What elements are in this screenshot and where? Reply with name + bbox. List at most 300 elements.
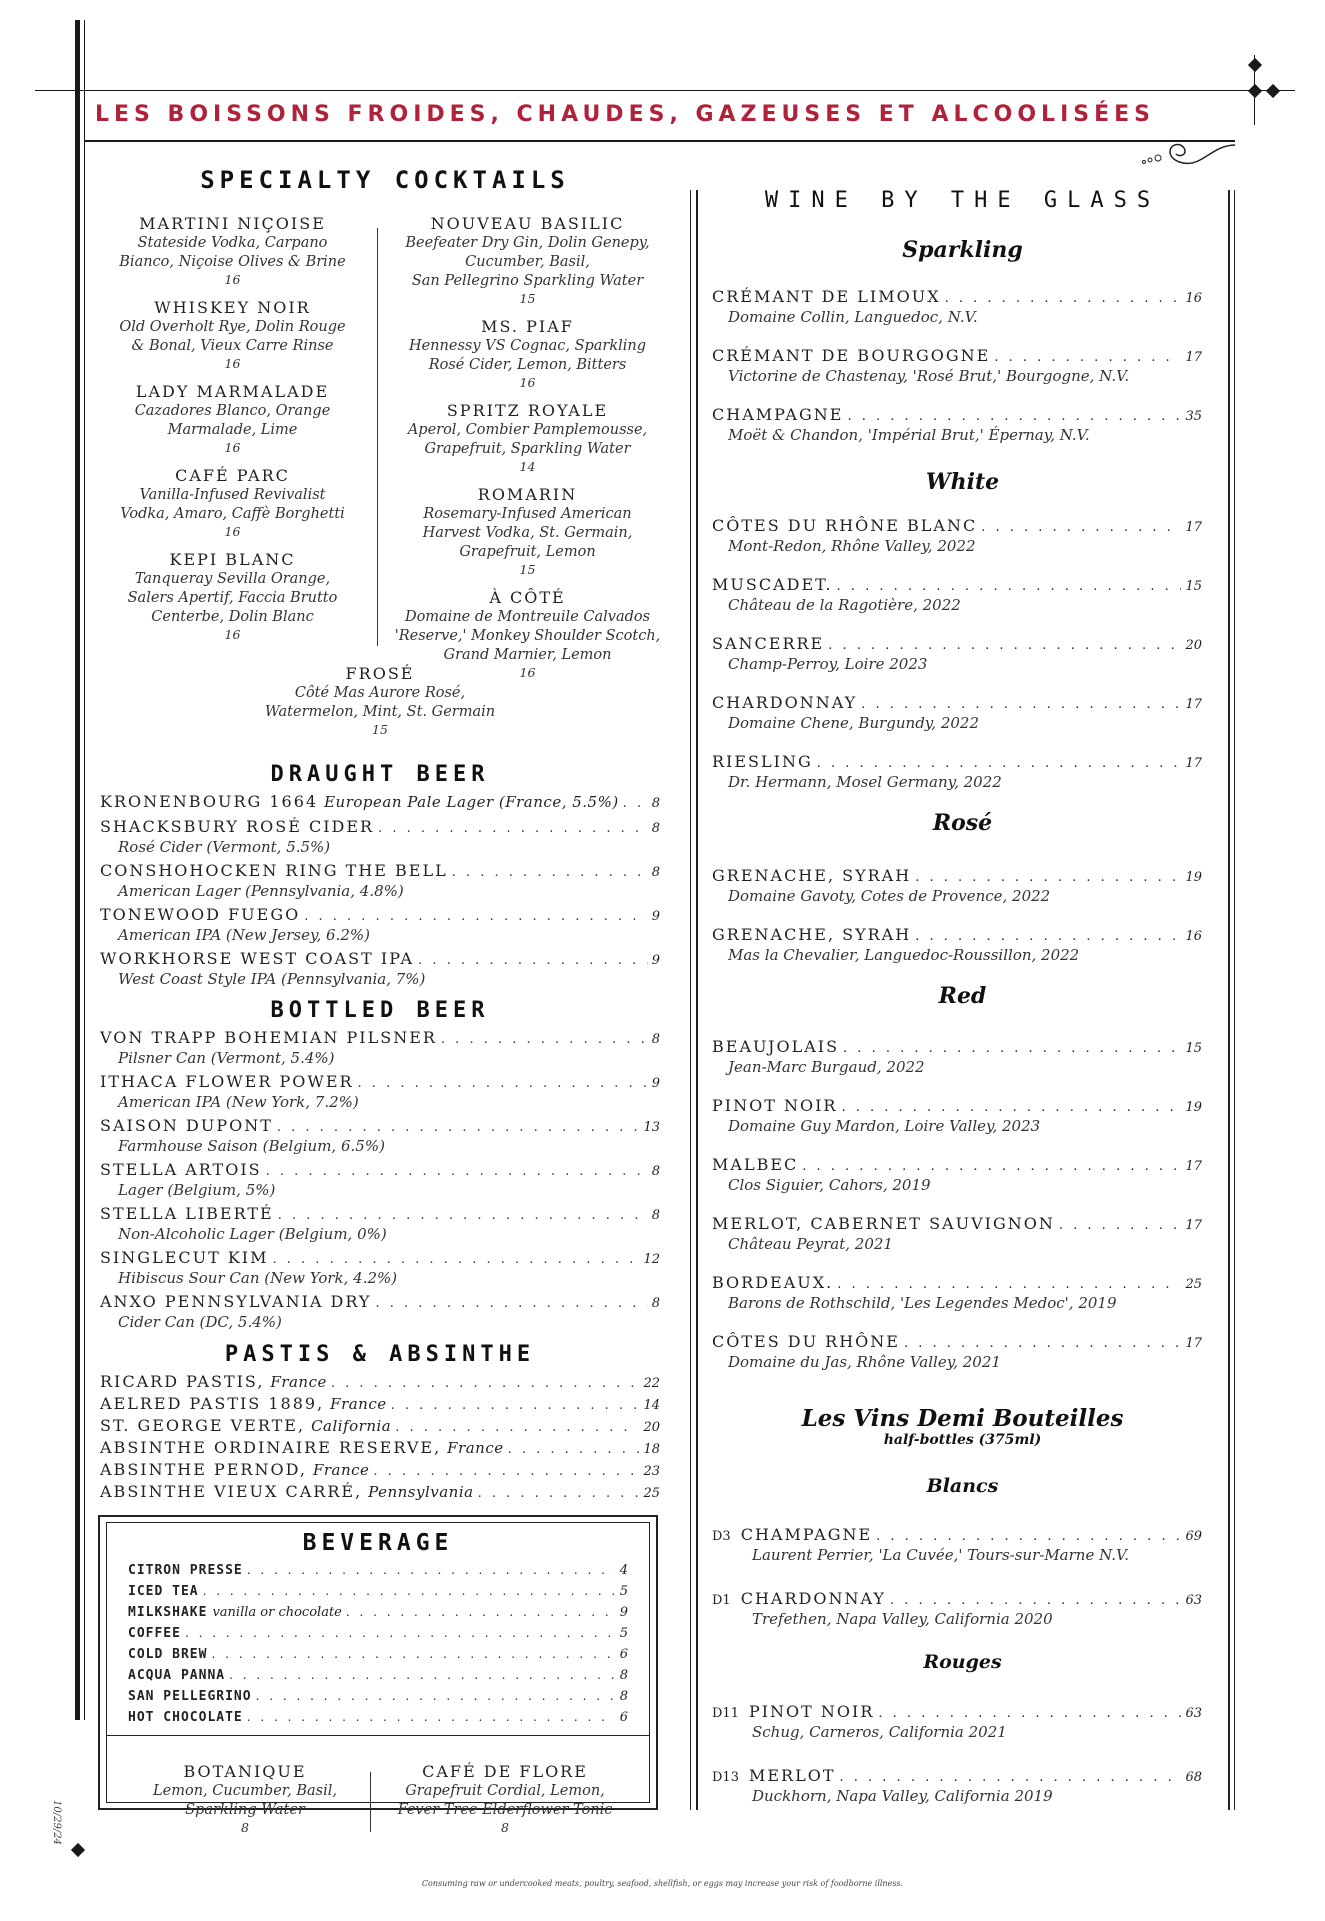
- spirit-row: [100, 1460, 660, 1479]
- wine-producer: Jean-Marc Burgaud, 2022: [728, 1058, 925, 1076]
- leader-dots: [1059, 1218, 1182, 1233]
- wine-price: 68: [1185, 1770, 1202, 1785]
- spirit-price: 20: [643, 1420, 660, 1435]
- corner-diamond-icon: [1248, 84, 1262, 98]
- cocktail-desc: Bianco, Niçoise Olives & Brine: [119, 254, 346, 270]
- leader-dots: [266, 1164, 648, 1179]
- cocktail-desc: Stateside Vodka, Carpano: [137, 235, 328, 251]
- cocktail-item-frose: [220, 664, 540, 738]
- cocktail-item: [95, 214, 370, 288]
- wine-row: [712, 287, 1202, 306]
- spirit-origin: France: [447, 1439, 504, 1457]
- wine-name: MERLOT: [748, 1766, 836, 1785]
- beer-name: VON TRAPP BOHEMIAN PILSNER: [100, 1028, 437, 1047]
- leader-dots: [802, 1159, 1181, 1174]
- beverage-row: [128, 1668, 628, 1683]
- spirit-price: 14: [643, 1398, 660, 1413]
- beer-price: 9: [651, 909, 660, 924]
- cocktail-desc: Hennessy VS Cognac, Sparkling: [408, 338, 647, 354]
- spirit-origin: France: [312, 1461, 370, 1479]
- beverage-name: ACQUA PANNA: [128, 1668, 226, 1683]
- wine-producer: Château Peyrat, 2021: [728, 1235, 893, 1253]
- beer-price: 8: [651, 1164, 660, 1179]
- leader-dots: [247, 1710, 616, 1724]
- half-bottles-title: Les Vins Demi Bouteilles: [801, 1405, 1124, 1432]
- leader-dots: [840, 1770, 1182, 1785]
- spirit-origin: Pennsylvania: [368, 1483, 474, 1501]
- wine-category-white: White: [925, 469, 1000, 495]
- leader-dots: [247, 1563, 616, 1577]
- leader-dots: [278, 1208, 648, 1223]
- cocktail-name: MARTINI NIÇOISE: [139, 214, 326, 233]
- wine-price: 17: [1185, 350, 1202, 365]
- cocktail-price: 15: [519, 291, 536, 306]
- cocktails-left-column: [95, 214, 370, 653]
- beer-style: European Pale Lager (France, 5.5%): [324, 793, 619, 811]
- wine-name: CRÉMANT DE LIMOUX: [712, 287, 941, 306]
- beer-price: 13: [643, 1120, 660, 1135]
- corner-diamond-icon: [1248, 58, 1262, 72]
- beer-price: 9: [651, 953, 660, 968]
- wine-name: PINOT NOIR: [748, 1702, 875, 1721]
- beverage-name: SAN PELLEGRINO: [128, 1689, 252, 1704]
- mocktail-desc: Sparkling Water: [185, 1802, 305, 1818]
- beer-name: SAISON DUPONT: [100, 1116, 273, 1135]
- beer-row: [100, 1028, 660, 1047]
- beer-name: ITHACA FLOWER POWER: [100, 1072, 354, 1091]
- cocktail-desc: Domaine de Montreuile Calvados: [404, 609, 651, 625]
- draught-title: DRAUGHT BEER: [270, 762, 490, 787]
- beer-price: 8: [651, 1032, 660, 1047]
- beer-style: Lager (Belgium, 5%): [118, 1181, 276, 1199]
- beer-row: [100, 1072, 660, 1091]
- wine-producer: Domaine du Jas, Rhône Valley, 2021: [728, 1353, 1001, 1371]
- beer-name: CONSHOHOCKEN RING THE BELL: [100, 861, 448, 880]
- beer-name: WORKHORSE WEST COAST IPA: [100, 949, 415, 968]
- page-title: LES BOISSONS FROIDES, CHAUDES, GAZEUSES ET ALCOOLISÉES: [95, 102, 1156, 127]
- leader-dots: [876, 1529, 1181, 1544]
- leader-dots: [837, 579, 1182, 594]
- beer-price: 8: [651, 821, 660, 836]
- beverage-row: [128, 1626, 628, 1641]
- mocktail-desc: Fever Tree Elderflower Tonic: [397, 1802, 613, 1818]
- wine-producer: Victorine de Chastenay, 'Rosé Brut,' Bourgogne, N.V.: [728, 367, 1130, 385]
- wine-producer: Duckhorn, Napa Valley, California 2019: [752, 1787, 1053, 1805]
- beer-name: KRONENBOURG 1664: [100, 792, 319, 811]
- cocktail-price: 16: [519, 665, 536, 680]
- beverage-name: HOT CHOCOLATE: [128, 1710, 243, 1725]
- cocktail-name: MS. PIAF: [481, 317, 574, 336]
- beer-name: STELLA LIBERTÉ: [100, 1204, 274, 1223]
- wine-price: 16: [1185, 929, 1202, 944]
- leader-dots: [211, 1647, 615, 1661]
- wine-row: [712, 405, 1202, 424]
- beverage-price: 8: [619, 1668, 628, 1683]
- cocktail-desc: Watermelon, Mint, St. Germain: [264, 704, 496, 720]
- wine-price: 25: [1185, 1277, 1202, 1292]
- beverage-name: ICED TEA: [128, 1584, 199, 1599]
- leader-dots: [817, 756, 1182, 771]
- leader-dots: [418, 953, 648, 968]
- cocktail-desc: Cazadores Blanco, Orange: [134, 403, 331, 419]
- wine-producer: Mas la Chevalier, Languedoc-Roussillon, 2022: [728, 946, 1080, 964]
- leader-dots: [828, 638, 1181, 653]
- wine-row: [712, 1096, 1202, 1115]
- wine-name: BORDEAUX.: [712, 1273, 834, 1292]
- wine-code: D11: [712, 1706, 739, 1721]
- cocktail-name: KEPI BLANC: [169, 550, 296, 569]
- cocktail-name: CAFÉ PARC: [175, 466, 290, 485]
- cocktail-desc: Centerbe, Dolin Blanc: [151, 609, 314, 625]
- leader-dots: [331, 1376, 640, 1391]
- wine-price: 17: [1185, 520, 1202, 535]
- leader-dots: [841, 1100, 1181, 1115]
- cocktail-desc: Vanilla-Infused Revivalist: [139, 487, 326, 503]
- cocktail-desc: Rosemary-Infused American: [423, 506, 632, 522]
- wine-price: 17: [1185, 1336, 1202, 1351]
- wine-frame-right-thin: [1234, 190, 1235, 1810]
- left-border-thick: [75, 20, 80, 1720]
- mocktail-divider: [370, 1772, 371, 1832]
- beer-price: 12: [643, 1252, 660, 1267]
- spirit-row: [100, 1416, 660, 1435]
- cocktail-price: 15: [519, 562, 536, 577]
- leader-dots: [623, 796, 648, 811]
- wine-producer: Clos Siguier, Cahors, 2019: [728, 1176, 931, 1194]
- cocktail-desc: Harvest Vodka, St. Germain,: [422, 525, 633, 541]
- cocktail-price: 16: [224, 272, 241, 287]
- cocktail-price: 15: [372, 722, 388, 737]
- leader-dots: [373, 1464, 639, 1479]
- wine-price: 63: [1185, 1706, 1202, 1721]
- beer-style: Hibiscus Sour Can (New York, 4.2%): [118, 1269, 398, 1287]
- beer-style: West Coast Style IPA (Pennsylvania, 7%): [118, 970, 426, 988]
- beer-style: Non-Alcoholic Lager (Belgium, 0%): [118, 1225, 387, 1243]
- beer-price: 8: [651, 796, 660, 811]
- wine-price: 17: [1185, 756, 1202, 771]
- beer-row: [100, 905, 660, 924]
- cocktail-price: 16: [224, 356, 241, 371]
- spirit-price: 18: [643, 1442, 660, 1457]
- leader-dots: [378, 821, 648, 836]
- cocktail-item: [95, 382, 370, 456]
- wine-name: MUSCADET.: [712, 575, 833, 594]
- cocktail-name: SPRITZ ROYALE: [446, 401, 609, 420]
- beer-style: Farmhouse Saison (Belgium, 6.5%): [118, 1137, 385, 1155]
- beverage-row: [128, 1563, 628, 1578]
- wine-producer: Laurent Perrier, 'La Cuvée,' Tours-sur-Marne N.V.: [752, 1546, 1130, 1564]
- wine-name: PINOT NOIR: [712, 1096, 838, 1115]
- beverage-price: 4: [619, 1563, 628, 1578]
- wine-name: RIESLING: [712, 752, 813, 771]
- wine-row: [712, 752, 1202, 771]
- spirit-price: 22: [643, 1376, 660, 1391]
- cocktail-item: [390, 317, 665, 391]
- wine-row: [712, 1702, 1202, 1721]
- wine-producer: Domaine Gavoty, Cotes de Provence, 2022: [728, 887, 1051, 905]
- cocktail-desc: Côté Mas Aurore Rosé,: [294, 685, 466, 701]
- mocktail-desc: Grapefruit Cordial, Lemon,: [405, 1783, 605, 1799]
- wine-producer: Domaine Guy Mardon, Loire Valley, 2023: [728, 1117, 1041, 1135]
- spirit-name: AELRED PASTIS 1889,: [100, 1394, 325, 1413]
- beverage-title: BEVERAGE: [302, 1530, 454, 1556]
- leader-dots: [994, 350, 1181, 365]
- wine-code: D3: [712, 1529, 731, 1544]
- wine-name: CÔTES DU RHÔNE BLANC: [712, 516, 978, 535]
- spirit-price: 23: [643, 1464, 660, 1479]
- wine-code: D13: [712, 1770, 739, 1785]
- wine-category-rouges: Rouges: [923, 1651, 1002, 1673]
- wine-producer: Domaine Chene, Burgundy, 2022: [728, 714, 979, 732]
- wine-row: [712, 693, 1202, 712]
- wine-price: 19: [1185, 1100, 1202, 1115]
- leader-dots: [508, 1442, 640, 1457]
- wine-price: 20: [1185, 638, 1202, 653]
- left-border-thin: [84, 20, 85, 1720]
- cocktail-desc: San Pellegrino Sparkling Water: [411, 273, 644, 289]
- spirit-name: RICARD PASTIS,: [100, 1372, 265, 1391]
- cocktail-item: [95, 466, 370, 540]
- beer-style: Pilsner Can (Vermont, 5.4%): [118, 1049, 335, 1067]
- cocktail-desc: Beefeater Dry Gin, Dolin Genepy,: [405, 235, 650, 251]
- wine-name: CHARDONNAY: [712, 693, 858, 712]
- wine-name: SANCERRE: [712, 634, 825, 653]
- spirit-row: [100, 1482, 660, 1501]
- leader-dots: [478, 1486, 640, 1501]
- wine-price: 35: [1185, 409, 1202, 424]
- leader-dots: [256, 1689, 616, 1703]
- spirit-origin: France: [270, 1373, 327, 1391]
- beer-name: ANXO PENNSYLVANIA DRY: [100, 1292, 372, 1311]
- cocktail-desc: Grand Marnier, Lemon: [443, 647, 612, 663]
- wine-row: [712, 346, 1202, 365]
- wine-price: 16: [1185, 291, 1202, 306]
- spirit-name: ABSINTHE PERNOD,: [100, 1460, 307, 1479]
- beverage-name: COFFEE: [128, 1626, 181, 1641]
- leader-dots: [358, 1076, 648, 1091]
- beverage-price: 8: [619, 1689, 628, 1704]
- wine-producer: Mont-Redon, Rhône Valley, 2022: [728, 537, 976, 555]
- wine-frame-left: [696, 190, 698, 1810]
- wine-price: 17: [1185, 1159, 1202, 1174]
- beer-price: 8: [651, 865, 660, 880]
- wine-row: [712, 925, 1202, 944]
- wine-row: [712, 1155, 1202, 1174]
- cocktails-right-column: [390, 214, 665, 691]
- wine-producer: Moët & Chandon, 'Impérial Brut,' Épernay, N.V.: [728, 426, 1090, 444]
- leader-dots: [185, 1626, 616, 1640]
- beer-name: TONEWOOD FUEGO: [100, 905, 301, 924]
- cocktail-price: 16: [224, 627, 241, 642]
- wine-name: BEAUJOLAIS: [712, 1037, 840, 1056]
- spirit-row: [100, 1372, 660, 1391]
- mocktail-desc: Lemon, Cucumber, Basil,: [153, 1783, 337, 1799]
- cocktails-divider: [377, 228, 378, 646]
- cocktail-name: WHISKEY NOIR: [154, 298, 311, 317]
- cocktail-name: À CÔTÉ: [489, 588, 566, 607]
- leader-dots: [878, 1706, 1181, 1721]
- wine-name: CÔTES DU RHÔNE: [712, 1332, 900, 1351]
- cocktail-desc: Marmalade, Lime: [167, 422, 298, 438]
- wine-price: 17: [1185, 697, 1202, 712]
- leader-dots: [915, 870, 1181, 885]
- beverage-name: CITRON PRESSÉ: [128, 1563, 243, 1578]
- beer-row: [100, 792, 660, 811]
- leader-dots: [391, 1398, 640, 1413]
- leader-dots: [395, 1420, 639, 1435]
- beverage-row: [128, 1647, 628, 1662]
- beer-style: American IPA (New Jersey, 6.2%): [118, 926, 370, 944]
- beverage-note: vanilla or chocolate: [212, 1605, 342, 1620]
- half-bottles-subtitle: half-bottles (375ml): [883, 1432, 1042, 1448]
- wine-row: [712, 866, 1202, 885]
- cocktail-desc: Salers Apertif, Faccia Brutto: [127, 590, 338, 606]
- cocktail-name: NOUVEAU BASILIC: [430, 214, 625, 233]
- cocktail-item: [95, 298, 370, 372]
- cocktail-item: [390, 214, 665, 307]
- wine-name: CHAMPAGNE: [740, 1525, 873, 1544]
- wine-row: [712, 1273, 1202, 1292]
- cocktail-name: ROMARIN: [477, 485, 578, 504]
- cocktail-desc: & Bonal, Vieux Carre Rinse: [131, 338, 334, 354]
- beverage-name: COLD BREW: [128, 1647, 208, 1662]
- cocktail-desc: Grapefruit, Sparkling Water: [424, 441, 631, 457]
- beverage-price: 5: [619, 1584, 628, 1599]
- wine-price: 69: [1185, 1529, 1202, 1544]
- wine-producer: Dr. Hermann, Mosel Germany, 2022: [728, 773, 1002, 791]
- beer-row: [100, 1292, 660, 1311]
- beer-price: 9: [651, 1076, 660, 1091]
- wine-frame-right: [1228, 190, 1230, 1810]
- spirit-name: ST. GEORGE VERTE,: [100, 1416, 306, 1435]
- wine-producer: Trefethen, Napa Valley, California 2020: [752, 1610, 1053, 1628]
- beer-row: [100, 861, 660, 880]
- wine-title: WINE BY THE GLASS: [764, 188, 1161, 213]
- cocktail-item: [390, 401, 665, 475]
- date-code: 10/29/24: [51, 1800, 62, 1845]
- beverage-price: 6: [619, 1710, 628, 1725]
- bottom-diamond-icon: [71, 1843, 85, 1857]
- cocktail-desc: 'Reserve,' Monkey Shoulder Scotch,: [394, 628, 661, 644]
- spirit-name: ABSINTHE ORDINAIRE RESERVE,: [100, 1438, 442, 1457]
- cocktail-item: [95, 550, 370, 643]
- mocktail-price: 8: [241, 1820, 249, 1835]
- leader-dots: [441, 1032, 648, 1047]
- wine-category-blancs: Blancs: [926, 1475, 999, 1497]
- spirit-origin: California: [311, 1417, 392, 1435]
- mocktail-item: [380, 1762, 630, 1836]
- cocktail-desc: Old Overholt Rye, Dolin Rouge: [119, 319, 346, 335]
- cocktail-desc: Aperol, Combier Pamplemousse,: [407, 422, 648, 438]
- beer-row: [100, 949, 660, 968]
- mocktail-name: BOTANIQUE: [183, 1762, 307, 1781]
- beverage-separator: [106, 1735, 650, 1736]
- leader-dots: [452, 865, 648, 880]
- leader-dots: [915, 929, 1181, 944]
- wine-producer: Château de la Ragotière, 2022: [728, 596, 961, 614]
- wine-frame-left-thin: [690, 190, 691, 1810]
- wine-producer: Champ-Perroy, Loire 2023: [728, 655, 928, 673]
- wine-producer: Barons de Rothschild, 'Les Legendes Medoc', 2019: [728, 1294, 1117, 1312]
- leader-dots: [904, 1336, 1182, 1351]
- cocktail-price: 16: [224, 524, 241, 539]
- wine-price: 63: [1185, 1593, 1202, 1608]
- wine-price: 17: [1185, 1218, 1202, 1233]
- leader-dots: [890, 1593, 1182, 1608]
- spirit-price: 25: [643, 1486, 660, 1501]
- wine-row: [712, 1766, 1202, 1785]
- wine-row: [712, 1037, 1202, 1056]
- beer-row: [100, 1160, 660, 1179]
- spirit-row: [100, 1394, 660, 1413]
- beverage-price: 5: [619, 1626, 628, 1641]
- wine-name: CHARDONNAY: [740, 1589, 886, 1608]
- beer-price: 8: [651, 1296, 660, 1311]
- leader-dots: [273, 1252, 640, 1267]
- beverage-name: MILKSHAKE: [128, 1605, 208, 1620]
- mocktail-item: [120, 1762, 370, 1836]
- beer-row: [100, 1116, 660, 1135]
- wine-category-sparkling: Sparkling: [902, 237, 1023, 263]
- beer-row: [100, 817, 660, 836]
- cocktail-name: LADY MARMALADE: [135, 382, 330, 401]
- cocktail-desc: Vodka, Amaro, Caffè Borghetti: [120, 506, 345, 522]
- leader-dots: [837, 1277, 1181, 1292]
- leader-dots: [847, 409, 1181, 424]
- leader-dots: [981, 520, 1181, 535]
- cocktails-title: SPECIALTY COCKTAILS: [200, 166, 570, 194]
- wine-category-rose: Rosé: [932, 810, 993, 836]
- leader-dots: [843, 1041, 1181, 1056]
- spirit-row: [100, 1438, 660, 1457]
- spirit-name: ABSINTHE VIEUX CARRÉ,: [100, 1482, 363, 1501]
- wine-row: [712, 1589, 1202, 1608]
- cocktail-price: 14: [519, 459, 536, 474]
- beer-name: STELLA ARTOIS: [100, 1160, 262, 1179]
- wine-row: [712, 516, 1202, 535]
- leader-dots: [945, 291, 1182, 306]
- cocktail-desc: Tanqueray Sevilla Orange,: [134, 571, 331, 587]
- wine-row: [712, 1525, 1202, 1544]
- cocktail-desc: Cucumber, Basil,: [465, 254, 590, 270]
- beer-name: SINGLECUT KIM: [100, 1248, 269, 1267]
- leader-dots: [203, 1584, 616, 1598]
- wine-name: CRÉMANT DE BOURGOGNE: [712, 346, 991, 365]
- wine-name: MERLOT, CABERNET SAUVIGNON: [712, 1214, 1055, 1233]
- wine-row: [712, 1332, 1202, 1351]
- beer-row: [100, 1248, 660, 1267]
- cocktail-item: [390, 485, 665, 578]
- beer-name: SHACKSBURY ROSÉ CIDER: [100, 817, 375, 836]
- wine-producer: Domaine Collin, Languedoc, N.V.: [728, 308, 978, 326]
- beer-style: Rosé Cider (Vermont, 5.5%): [118, 838, 331, 856]
- beer-style: Cider Can (DC, 5.4%): [118, 1313, 282, 1331]
- leader-dots: [229, 1668, 616, 1682]
- beverage-price: 6: [619, 1647, 628, 1662]
- wine-producer: Schug, Carneros, California 2021: [752, 1723, 1007, 1741]
- wine-name: GRENACHE, SYRAH: [712, 925, 912, 944]
- cocktail-desc: Grapefruit, Lemon: [459, 544, 596, 560]
- cocktail-name: FROSÉ: [345, 664, 415, 683]
- top-rule: [35, 90, 1295, 91]
- wine-row: [712, 634, 1202, 653]
- wine-row: [712, 575, 1202, 594]
- header-underline: [85, 140, 1235, 142]
- beverage-price: 9: [619, 1605, 628, 1620]
- leader-dots: [376, 1296, 648, 1311]
- beer-row: [100, 1204, 660, 1223]
- bottled-title: BOTTLED BEER: [270, 998, 490, 1023]
